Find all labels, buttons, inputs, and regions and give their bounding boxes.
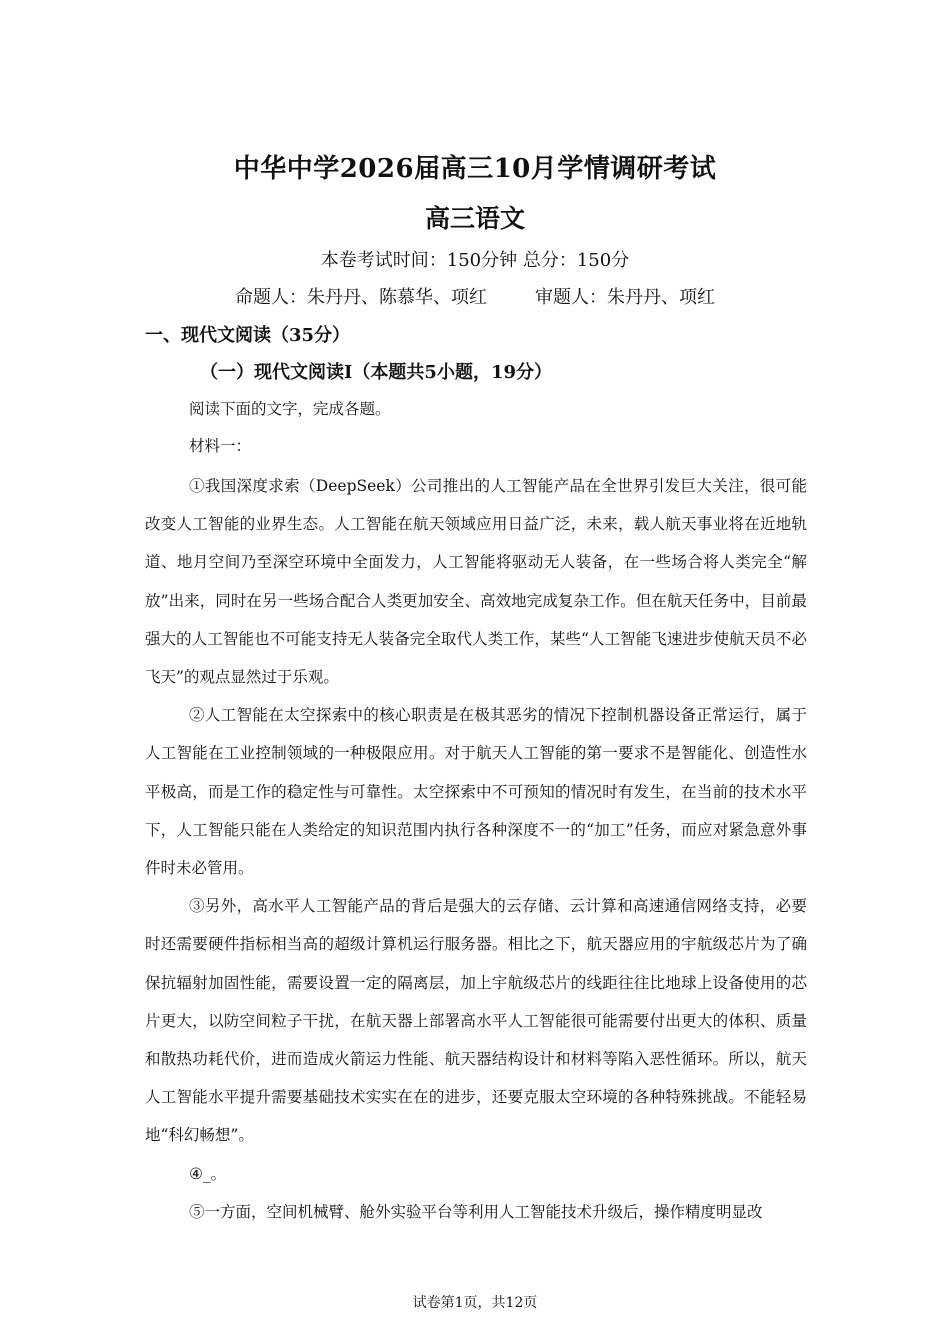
subsection-heading: （一）现代文阅读I（本题共5小题，19分） [200,362,552,383]
reading-passage [145,467,807,1231]
setters: 命题人：朱丹丹、陈慕华、项红 [235,287,487,308]
paragraph-5: ⑤一方面，空间机械臂、舱外实验平台等利用人工智能技术升级后，操作精度明显改 [189,1202,763,1221]
reviewers: 审题人：朱丹丹、项红 [535,287,715,308]
exam-authors [0,283,950,309]
paragraph-4: ④_。 [189,1164,227,1183]
paragraph-3: ③另外，高水平人工智能产品的背后是强大的云存储、云计算和高速通信网络支持，必要时还需要硬件指标相当高的超级计算机运行服务器。相比之下，航天器应用的宇航级芯片为了确保抗辐射加固性能，需要设置一定的隔离层，加上宇航级芯片的线距往往比地球上设备使用的芯片更大，以防空间粒子干扰，在航天器上部署高水平人工智能很可能需要付出更大的体积、质量和散热功耗代价，进而造成火箭运力性能、航天器结构设计和材料等陷入恶性循环。所以，航天人工智能水平提升需要基础技术实实在在的进步，还要克服太空环境的各种特殊挑战。不能轻易地“科幻畅想”。 [145,897,807,1145]
exam-subject: 高三语文 [424,204,525,233]
exam-time-score: 本卷考试时间：150分钟 总分：150分 [320,250,630,271]
section-heading: 一、现代文阅读（35分） [145,325,351,346]
paragraph-1: ①我国深度求索（DeepSeek）公司推出的人工智能产品在全世界引发巨大关注，很可能改变人工智能的业界生态。人工智能在航天领域应用日益广泛，未来，载人航天事业将在近地轨道、地月空间乃至深空环境中全面发力，人工智能将驱动无人装备，在一些场合将人类完全“解放”出来，同时在另一些场合配合人类更加安全、高效地完成复杂工作。但在航天任务中，目前最强大的人工智能也不可能支持无人装备完全取代人类工作，某些“人工智能飞速进步使航天员不必飞天”的观点显然过于乐观。 [145,477,807,687]
reading-instruction: 阅读下面的文字，完成各题。 [189,400,391,418]
material-label: 材料一： [189,437,252,455]
paragraph-2: ②人工智能在太空探索中的核心职责是在极其恶劣的情况下控制机器设备正常运行，属于人工智能在工业控制领域的一种极限应用。对于航天人工智能的第一要求不是智能化、创造性水平极高，而是工作的稳定性与可靠性。太空探索中不可预知的情况时有发生，在当前的技术水平下，人工智能只能在人类给定的知识范围内执行各种深度不一的“加工”任务，而应对紧急意外事件时未必管用。 [145,706,807,878]
page-footer: 试卷第1页，共12页 [412,1295,538,1311]
exam-title: 中华中学2026届高三10月学情调研考试 [233,154,717,184]
